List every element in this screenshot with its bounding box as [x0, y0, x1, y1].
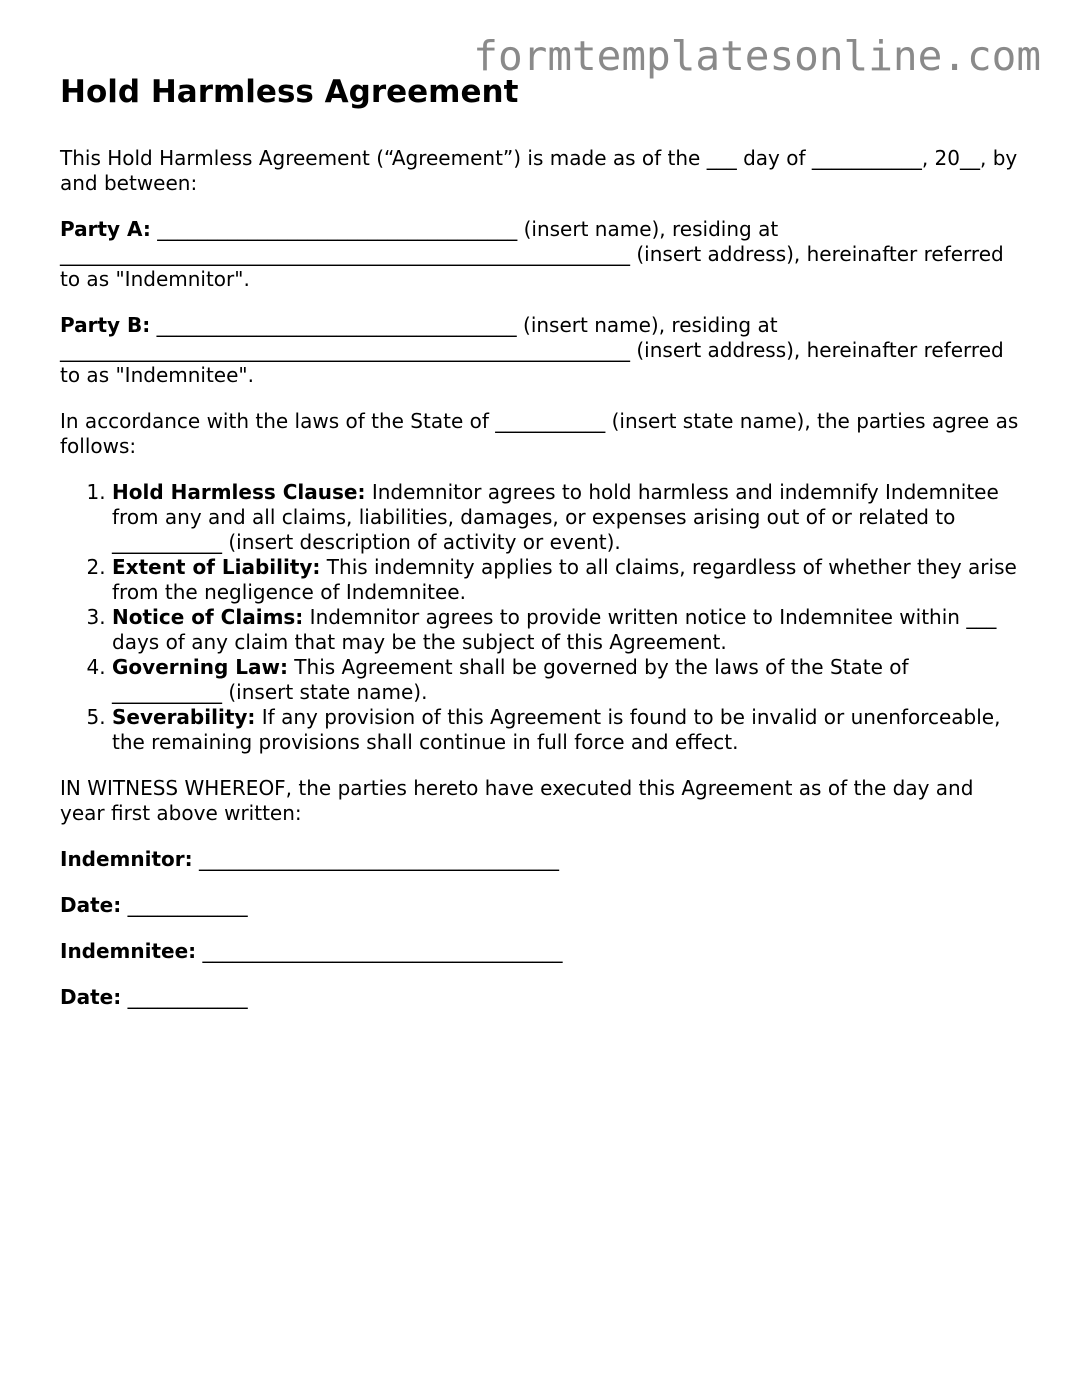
clause-item — [112, 705, 1020, 755]
signature-line: ____________ — [121, 985, 248, 1009]
party-b-paragraph — [60, 313, 1020, 388]
party-b-text: ____________________________________ (insert name), residing at _________________________________________________________ (insert address), hereinafter referred to as "Indemnitee". — [60, 313, 1004, 387]
clause-item — [112, 480, 1020, 555]
clause-heading: Notice of Claims: — [112, 605, 304, 629]
signature-line: ____________________________________ — [196, 939, 563, 963]
party-a-label: Party A: — [60, 217, 151, 241]
signature-line: ____________________________________ — [192, 847, 560, 871]
clause-text: Indemnitor agrees to provide written notice to Indemnitee within ___ days of any claim that may be the subject of this Agreement. — [112, 605, 997, 654]
signature-date-indemnitee — [60, 985, 1020, 1010]
party-b-label: Party B: — [60, 313, 151, 337]
signature-label: Date: — [60, 985, 122, 1009]
clause-text: This indemnity applies to all claims, regardless of whether they arise from the negligence of Indemnitee. — [112, 555, 1017, 604]
clause-text: This Agreement shall be governed by the laws of the State of ___________ (insert state name). — [112, 655, 909, 704]
clause-text: If any provision of this Agreement is found to be invalid or unenforceable, the remaining provisions shall continue in full force and effect. — [112, 705, 1001, 754]
intro-paragraph: This Hold Harmless Agreement (“Agreement”) is made as of the ___ day of ___________, 20__, by and between: — [60, 146, 1018, 195]
document-title: Hold Harmless Agreement — [60, 74, 519, 110]
signature-date-indemnitor — [60, 893, 1020, 918]
signature-label: Indemnitor: — [60, 847, 193, 871]
clause-item — [112, 655, 1020, 705]
witness-paragraph: IN WITNESS WHEREOF, the parties hereto have executed this Agreement as of the day and year first above written: — [60, 776, 974, 825]
clause-item — [112, 605, 1020, 655]
clause-heading: Severability: — [112, 705, 256, 729]
clause-item — [112, 555, 1020, 605]
watermark-text: formtemplatesonline.com — [473, 32, 1041, 80]
clause-list — [60, 480, 1020, 755]
signature-indemnitor — [60, 847, 1020, 872]
signature-indemnitee — [60, 939, 1020, 964]
clause-heading: Governing Law: — [112, 655, 288, 679]
signature-label: Indemnitee: — [60, 939, 197, 963]
party-a-text: ____________________________________ (insert name), residing at _________________________________________________________ (insert address), hereinafter referred to as "Indemnitor". — [60, 217, 1004, 291]
clause-heading: Hold Harmless Clause: — [112, 480, 366, 504]
clause-heading: Extent of Liability: — [112, 555, 321, 579]
signature-line: ____________ — [121, 893, 248, 917]
clause-text: Indemnitor agrees to hold harmless and indemnify Indemnitee from any and all claims, liabilities, damages, or expenses arising out of or related to ___________ (insert description of activity or event). — [112, 480, 999, 554]
accordance-paragraph: In accordance with the laws of the State of ___________ (insert state name), the parties agree as follows: — [60, 409, 1019, 458]
party-a-paragraph — [60, 217, 1020, 292]
signature-label: Date: — [60, 893, 122, 917]
document-page — [60, 72, 1020, 1031]
